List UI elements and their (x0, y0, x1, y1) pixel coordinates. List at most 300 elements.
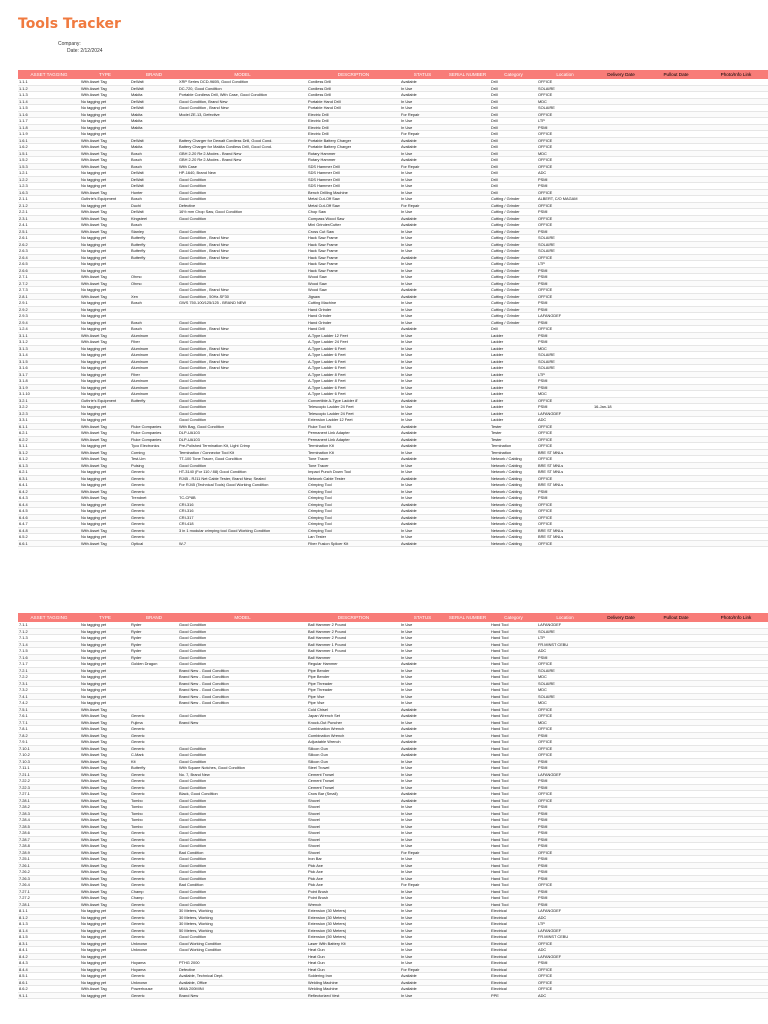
category-cell: Ladder (490, 378, 537, 385)
location-cell: OFFICE (537, 423, 593, 430)
asset-tag-cell: 1.5.1 (18, 150, 80, 157)
type-cell: With Asset Tag (80, 274, 130, 281)
description-cell: A-Type Ladder 6 Feet (307, 391, 400, 398)
status-cell: Available (400, 92, 445, 99)
type-cell: No tagging yet (80, 654, 130, 661)
location-cell: SOLAIRE (537, 235, 593, 242)
type-cell: With Asset Tag (80, 986, 130, 993)
type-cell: With Asset Tag (80, 222, 130, 229)
asset-tag-cell: 2.7.3 (18, 287, 80, 294)
category-cell: Drill (490, 157, 537, 164)
model-cell: Good Condition (178, 654, 307, 661)
brand-cell: Generic (130, 836, 178, 843)
model-cell: GWS 750-100/125/125 - BRAND NEW (178, 300, 307, 307)
category-cell: Hand Tool (490, 654, 537, 661)
description-cell: Permanent Link Adapter (307, 436, 400, 443)
model-cell: Good Condition , Brand New (178, 326, 307, 333)
asset-tag-cell: 7.10.3 (18, 758, 80, 765)
description-cell: Hack Saw Frame (307, 254, 400, 261)
location-cell: ADC (537, 648, 593, 655)
brand-cell: Generic (130, 732, 178, 739)
location-cell: PSMI (537, 765, 593, 772)
status-cell: In Use (400, 927, 445, 934)
type-cell: Guthrie's Equipment (80, 196, 130, 203)
delivery-date-cell (593, 540, 649, 547)
model-cell: Defective (178, 966, 307, 973)
description-cell: Knock-Out Puncher (307, 719, 400, 726)
type-cell: With Asset Tag (80, 862, 130, 869)
brand-cell: Fluke Companies (130, 430, 178, 437)
tools-table (18, 70, 768, 547)
category-cell: Cutting / Grinder (490, 274, 537, 281)
status-cell: In Use (400, 495, 445, 502)
brand-cell: Generic (130, 521, 178, 528)
brand-cell: Ryder (130, 635, 178, 642)
category-cell: Network / Cabling (490, 495, 537, 502)
type-cell: With Asset Tag (80, 339, 130, 346)
model-cell: DLP-UA103 (178, 430, 307, 437)
category-cell: Drill (490, 79, 537, 85)
model-cell: CRI-418 (178, 521, 307, 528)
asset-tag-cell: 6.1.1 (18, 423, 80, 430)
model-cell: Good Condition , Brand New (178, 248, 307, 255)
type-cell: No tagging yet (80, 371, 130, 378)
status-cell: Available (400, 430, 445, 437)
asset-tag-cell: 2.6.1 (18, 235, 80, 242)
type-cell: No tagging yet (80, 940, 130, 947)
model-cell: Good Condition (178, 810, 307, 817)
asset-tag-cell: 2.8.1 (18, 293, 80, 300)
category-cell: Hand Tool (490, 732, 537, 739)
model-cell: Good Condition (178, 378, 307, 385)
location-cell: OFFICE (537, 443, 593, 450)
brand-cell: Aluminum (130, 358, 178, 365)
type-cell: No tagging yet (80, 934, 130, 941)
description-cell: Network Cable Tester (307, 475, 400, 482)
asset-tag-cell: 3.1.10 (18, 391, 80, 398)
type-cell: No tagging yet (80, 508, 130, 515)
asset-tag-cell: 7.28.1 (18, 797, 80, 804)
status-cell: In Use (400, 687, 445, 694)
asset-tag-cell: 7.10.1 (18, 745, 80, 752)
asset-tag-cell: 7.1.7 (18, 661, 80, 668)
status-cell: In Use (400, 765, 445, 772)
status-cell: In Use (400, 98, 445, 105)
brand-cell: Unknown (130, 940, 178, 947)
column-header-location: Location (537, 613, 593, 622)
category-cell: Ladder (490, 397, 537, 404)
asset-tag-cell: 6.2.1 (18, 469, 80, 476)
type-cell: With Asset Tag (80, 771, 130, 778)
type-cell: No tagging yet (80, 124, 130, 131)
asset-tag-cell: 2.7.1 (18, 274, 80, 281)
description-cell: Extension (50 Meters) (307, 934, 400, 941)
category-cell: Hand Tool (490, 862, 537, 869)
type-cell: No tagging yet (80, 176, 130, 183)
location-cell: PSMI (537, 843, 593, 850)
location-cell: PSMI (537, 495, 593, 502)
brand-cell: Aluminum (130, 352, 178, 359)
status-cell: Available (400, 222, 445, 229)
status-cell: In Use (400, 680, 445, 687)
asset-tag-cell: 3.1.4 (18, 352, 80, 359)
description-cell: Heat Gun (307, 966, 400, 973)
model-cell: 3 in 1 modular crimping tool Good Working Condition (178, 527, 307, 534)
asset-tag-cell: 6.4.5 (18, 508, 80, 515)
asset-tag-cell: 7.3.2 (18, 687, 80, 694)
status-cell: In Use (400, 823, 445, 830)
brand-cell: Butterfly (130, 235, 178, 242)
asset-tag-cell: 7.26.2 (18, 869, 80, 876)
description-cell: A-Type Ladder 8 Feet (307, 378, 400, 385)
type-cell: No tagging yet (80, 358, 130, 365)
brand-cell: Bosch (130, 163, 178, 170)
model-cell: Good Condition , Brand New (178, 365, 307, 372)
category-cell: Ladder (490, 345, 537, 352)
description-cell: Wood Saw (307, 287, 400, 294)
model-cell: Black, Good Condition (178, 791, 307, 798)
status-cell: In Use (400, 875, 445, 882)
location-cell: PSMI (537, 654, 593, 661)
status-cell: For Repair (400, 849, 445, 856)
brand-cell: Unknown (130, 947, 178, 954)
type-cell: No tagging yet (80, 687, 130, 694)
description-cell: Shovel (307, 830, 400, 837)
status-cell: In Use (400, 404, 445, 411)
asset-tag-cell: 6.1.3 (18, 462, 80, 469)
serial-number-cell (445, 540, 490, 547)
brand-cell: Generic (130, 501, 178, 508)
category-cell: Drill (490, 150, 537, 157)
brand-cell: Aluminum (130, 384, 178, 391)
model-cell: Good Condition (178, 384, 307, 391)
category-cell: Cutting / Grinder (490, 254, 537, 261)
status-cell: Available (400, 973, 445, 980)
brand-cell: Makita (130, 144, 178, 151)
asset-tag-cell: 7.1.3 (18, 635, 80, 642)
brand-cell: Trendnet (130, 495, 178, 502)
description-cell: Crimping Tool (307, 501, 400, 508)
status-cell: For Repair (400, 131, 445, 138)
asset-tag-cell: 1.1.7 (18, 118, 80, 125)
asset-tag-cell: 2.5.1 (18, 228, 80, 235)
category-cell: Drill (490, 124, 537, 131)
category-cell: Hand Tool (490, 739, 537, 746)
model-cell: No. 7, Brand New (178, 771, 307, 778)
status-cell: In Use (400, 313, 445, 320)
model-cell: CRI-316 (178, 501, 307, 508)
category-cell: Hand Tool (490, 661, 537, 668)
description-cell: Silicon Gun (307, 752, 400, 759)
column-header-model: MODEL (178, 70, 307, 79)
type-cell: No tagging yet (80, 345, 130, 352)
description-cell: Crimping Tool (307, 521, 400, 528)
location-cell: OFFICE (537, 979, 593, 986)
asset-tag-cell: 7.7.1 (18, 719, 80, 726)
location-cell: OFFICE (537, 92, 593, 99)
location-cell: MDC (537, 687, 593, 694)
category-cell: Hand Tool (490, 700, 537, 707)
asset-tag-cell: 6.3.1 (18, 475, 80, 482)
description-cell: A-Type Ladder 24 Feet (307, 339, 400, 346)
status-cell: In Use (400, 235, 445, 242)
type-cell: With Asset Tag (80, 293, 130, 300)
location-cell: PSMI (537, 488, 593, 495)
location-cell: LTP (537, 261, 593, 268)
status-cell: In Use (400, 488, 445, 495)
brand-cell: C-Mark (130, 752, 178, 759)
location-cell: OFFICE (537, 79, 593, 85)
description-cell: Electric Drill (307, 118, 400, 125)
brand-cell: Bosch (130, 326, 178, 333)
location-cell: SOLAIRE (537, 352, 593, 359)
location-cell: OFFICE (537, 254, 593, 261)
brand-cell: Generic (130, 921, 178, 928)
description-cell: Wrench (307, 901, 400, 908)
description-cell: Tone Tracer (307, 456, 400, 463)
description-cell: Rotary Hammer (307, 150, 400, 157)
brand-cell: Tombo (130, 804, 178, 811)
brand-cell: Tombo (130, 797, 178, 804)
model-cell: 16½ mm Chop Saw, Good Condition (178, 209, 307, 216)
brand-cell: DeWalt (130, 105, 178, 112)
status-cell: In Use (400, 817, 445, 824)
status-cell: In Use (400, 332, 445, 339)
location-cell: LAFANGDEF (537, 771, 593, 778)
type-cell: With Asset Tag (80, 817, 130, 824)
brand-cell: Ohmo (130, 280, 178, 287)
type-cell: No tagging yet (80, 641, 130, 648)
location-cell: OFFICE (537, 882, 593, 889)
category-cell: Electrical (490, 979, 537, 986)
location-cell: PSMI (537, 124, 593, 131)
asset-tag-cell: 7.26.1 (18, 862, 80, 869)
brand-cell: DeWalt (130, 170, 178, 177)
description-cell: Extension (30 Meters) (307, 914, 400, 921)
category-cell: Electrical (490, 953, 537, 960)
description-cell: Crimping Tool (307, 514, 400, 521)
model-cell: Good Condition , Brand New (178, 105, 307, 112)
description-cell: Cordless Drill (307, 79, 400, 85)
model-cell: CRI-317 (178, 514, 307, 521)
location-cell: PSMI (537, 895, 593, 902)
asset-tag-cell: 3.1.1 (18, 332, 80, 339)
column-header-brand: BRAND (130, 613, 178, 622)
description-cell: Crimping Tool (307, 527, 400, 534)
type-cell: With Asset Tag (80, 856, 130, 863)
type-cell: With Asset Tag (80, 163, 130, 170)
asset-tag-cell: 2.9.1 (18, 300, 80, 307)
brand-cell: Generic (130, 791, 178, 798)
description-cell: Pick Axe (307, 875, 400, 882)
status-cell: Available (400, 797, 445, 804)
status-cell: Available (400, 739, 445, 746)
category-cell: Electrical (490, 973, 537, 980)
description-cell: Tone Tracer (307, 462, 400, 469)
asset-tag-cell: 7.25.1 (18, 856, 80, 863)
category-cell: Tester (490, 430, 537, 437)
asset-tag-cell: 7.27.2 (18, 895, 80, 902)
type-cell: No tagging yet (80, 378, 130, 385)
status-cell: Available (400, 713, 445, 720)
brand-cell: Tombo (130, 817, 178, 824)
brand-cell: Generic (130, 713, 178, 720)
asset-tag-cell: 3.1.2 (18, 339, 80, 346)
asset-tag-cell: 7.28.7 (18, 836, 80, 843)
description-cell: Shovel (307, 849, 400, 856)
column-header-status: STATUS (400, 70, 445, 79)
asset-tag-cell: 3.1.5 (18, 358, 80, 365)
location-cell: OFFICE (537, 202, 593, 209)
status-cell: Available (400, 293, 445, 300)
type-cell: With Asset Tag (80, 888, 130, 895)
status-cell: Available (400, 254, 445, 261)
model-cell: Good Condition (178, 648, 307, 655)
status-cell: In Use (400, 654, 445, 661)
model-cell: Good Condition (178, 661, 307, 668)
photo-info-link-cell (703, 540, 768, 547)
type-cell: With Asset Tag (80, 901, 130, 908)
status-cell: In Use (400, 378, 445, 385)
asset-tag-cell: 2.6.2 (18, 241, 80, 248)
asset-tag-cell: 1.6.2 (18, 144, 80, 151)
model-cell: 30 Meters, Working (178, 921, 307, 928)
type-cell: With Asset Tag (80, 875, 130, 882)
model-cell: With Case (178, 163, 307, 170)
asset-tag-cell: 7.4.2 (18, 700, 80, 707)
description-cell: A-Type Ladder 12 Feet (307, 332, 400, 339)
location-cell: PSMI (537, 209, 593, 216)
model-cell: Good Condition (178, 784, 307, 791)
description-cell: Impact Punch Down Tool (307, 469, 400, 476)
asset-tag-cell: 7.8.2 (18, 732, 80, 739)
model-cell: Good Condition (178, 641, 307, 648)
status-cell: Available (400, 79, 445, 85)
asset-tag-cell: 8.4.3 (18, 960, 80, 967)
status-cell: In Use (400, 843, 445, 850)
column-header-delivery-date: Delivery Date (593, 70, 649, 79)
pullout-date-cell (649, 992, 703, 999)
type-cell: With Asset Tag (80, 157, 130, 164)
status-cell: In Use (400, 189, 445, 196)
status-cell: In Use (400, 901, 445, 908)
status-cell: Available (400, 287, 445, 294)
asset-tag-cell: 1.1.9 (18, 131, 80, 138)
asset-tag-cell: 2.1.1 (18, 196, 80, 203)
brand-cell: Generic (130, 771, 178, 778)
description-cell: Ball Hammer (307, 654, 400, 661)
model-cell: Good Condition (178, 196, 307, 203)
location-cell: OFFICE (537, 661, 593, 668)
status-cell: Available (400, 456, 445, 463)
category-cell: Hand Tool (490, 726, 537, 733)
status-cell: In Use (400, 895, 445, 902)
brand-cell: Generic (130, 882, 178, 889)
location-cell: PSMI (537, 869, 593, 876)
type-cell: No tagging yet (80, 908, 130, 915)
category-cell: Ladder (490, 371, 537, 378)
asset-tag-cell: 1.6.3 (18, 189, 80, 196)
model-cell: Good Condition (178, 228, 307, 235)
status-cell: Available (400, 157, 445, 164)
type-cell: No tagging yet (80, 947, 130, 954)
model-cell: Brand New - Good Condition (178, 687, 307, 694)
location-cell: LAFANGDEF (537, 410, 593, 417)
asset-tag-cell: 2.6.4 (18, 254, 80, 261)
description-cell: Extension (30 Meters) (307, 921, 400, 928)
date-field (67, 48, 103, 54)
column-header-serial-number: SERIAL NUMBER (445, 613, 490, 622)
category-cell: Electrical (490, 914, 537, 921)
asset-tag-cell: 3.2.3 (18, 410, 80, 417)
asset-tag-cell: 6.6.1 (18, 540, 80, 547)
model-cell: Good Condition (178, 635, 307, 642)
model-cell: Good Condition (178, 267, 307, 274)
location-cell: SOLAIRE (537, 105, 593, 112)
model-cell: Good Condition (178, 843, 307, 850)
category-cell: Hand Tool (490, 810, 537, 817)
asset-tag-cell: 3.2.1 (18, 397, 80, 404)
asset-tag-cell: 7.4.1 (18, 693, 80, 700)
location-cell: ADC (537, 914, 593, 921)
brand-cell: Fluke Companies (130, 436, 178, 443)
brand-cell: Makita (130, 118, 178, 125)
asset-tag-cell: 7.11.1 (18, 765, 80, 772)
brand-cell: Aluminum (130, 365, 178, 372)
status-cell: In Use (400, 469, 445, 476)
model-cell: Good Condition (178, 628, 307, 635)
brand-cell: Generic (130, 875, 178, 882)
description-cell: Heat Gun (307, 953, 400, 960)
model-cell: Good Condition (178, 332, 307, 339)
description-cell: Hack Saw Frame (307, 267, 400, 274)
brand-cell: Generic (130, 849, 178, 856)
status-cell: In Use (400, 384, 445, 391)
brand-cell: Bosch (130, 150, 178, 157)
status-cell: In Use (400, 449, 445, 456)
asset-tag-cell: 1.1.3 (18, 92, 80, 99)
category-cell: Cutting / Grinder (490, 215, 537, 222)
type-cell: No tagging yet (80, 326, 130, 333)
model-cell: Good Condition (178, 830, 307, 837)
asset-tag-cell: 7.21.1 (18, 771, 80, 778)
description-cell: Wood Saw (307, 280, 400, 287)
category-cell: Cutting / Grinder (490, 241, 537, 248)
asset-tag-cell: 2.6.6 (18, 267, 80, 274)
location-cell: PSMI (537, 176, 593, 183)
brand-cell: Generic (130, 869, 178, 876)
status-cell: In Use (400, 648, 445, 655)
category-cell: Drill (490, 170, 537, 177)
location-cell: OFFICE (537, 540, 593, 547)
description-cell: Shovel (307, 810, 400, 817)
location-cell: PSMI (537, 901, 593, 908)
brand-cell: Hunter (130, 189, 178, 196)
brand-cell: Generic (130, 784, 178, 791)
type-cell: No tagging yet (80, 131, 130, 138)
asset-tag-cell: 2.9.3 (18, 313, 80, 320)
column-header-pullout-date: Pullout Date (649, 613, 703, 622)
location-cell: PSMI (537, 319, 593, 326)
location-cell: OFFICE (537, 144, 593, 151)
status-cell: Available (400, 540, 445, 547)
description-cell: Steel Trowel (307, 765, 400, 772)
location-cell: SOLAIRE (537, 85, 593, 92)
asset-tag-cell: 1.2.1 (18, 170, 80, 177)
model-cell: With Bag, Good Condition (178, 423, 307, 430)
type-cell: No tagging yet (80, 287, 130, 294)
asset-tag-cell: 8.1.5 (18, 934, 80, 941)
